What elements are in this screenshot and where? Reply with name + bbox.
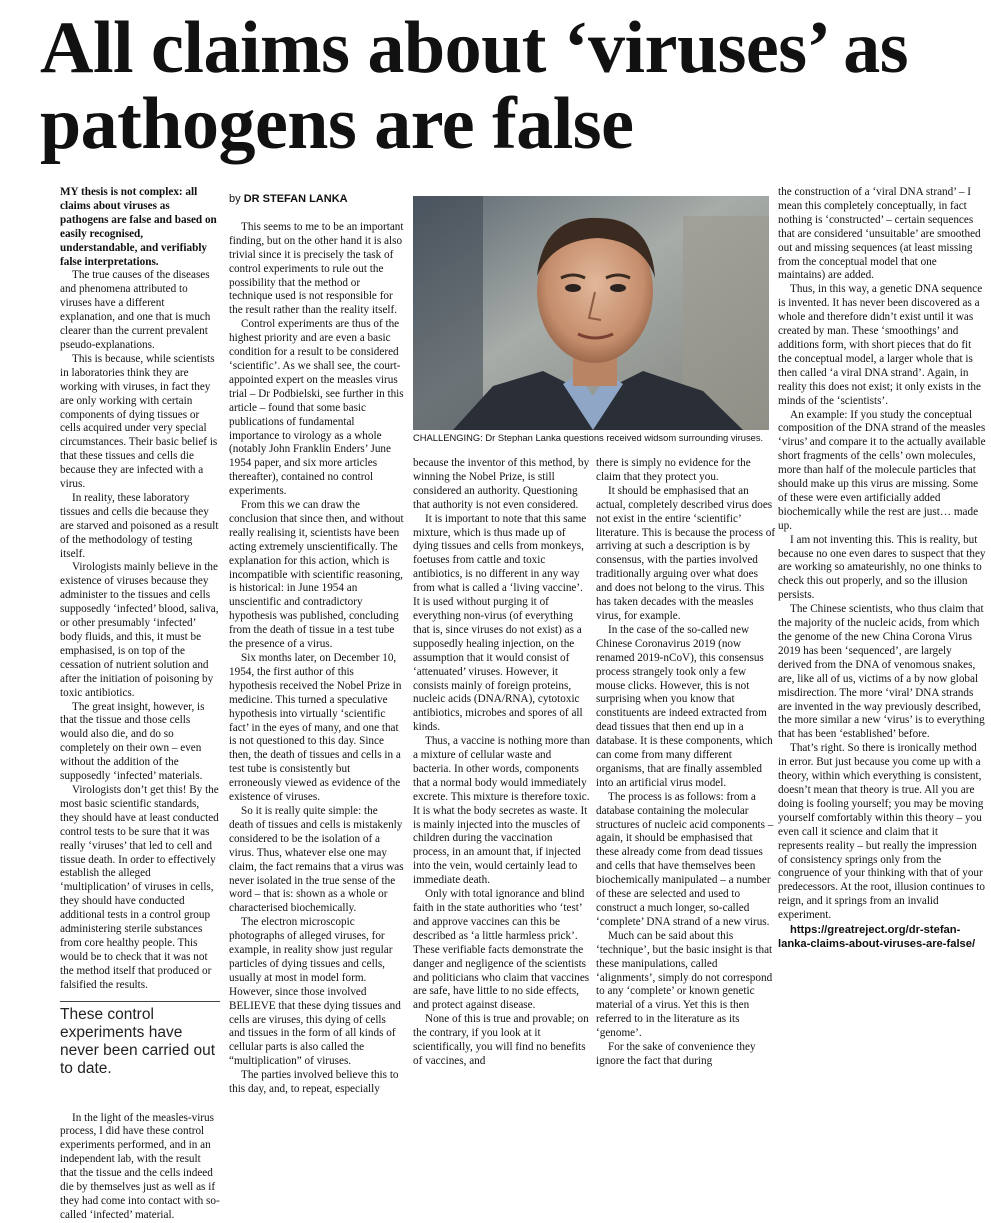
portrait-image [413, 196, 769, 430]
paragraph: Six months later, on December 10, 1954, the first author of this hypothesis received the Nobel Prize in medicine. This turned a speculative hypothesis into virtually ‘scientific fact’ in the eyes of many, and one that is not questioned to this day. Since then, the death of tissues and cells in a test tube is consistently but erroneously viewed as evidence of the existence of viruses. [229, 652, 402, 804]
paragraph: I am not inventing this. This is reality, but because no one even dares to suspect that they are working so amateurishly, no one thinks to check this out properly, and so the illusion persists. [778, 533, 986, 602]
paragraph: Thus, a vaccine is nothing more than a mixture of cellular waste and bacteria. In other words, components that a normal body would immediately excrete. This mixture is therefore toxic. It is what the body secretes as waste. It is mainly injected into the muscles of children during the vaccination process, in an amount that, if injected into the vein, would certainly lead to immediate death. [413, 735, 590, 887]
paragraph: The Chinese scientists, who thus claim that the majority of the nucleic acids, from which the genome of the new China Corona Virus 2019 has been ‘sequenced’, are largely derived from the DNA of venomous snakes, are, like all of us, victims of a by now global misdirection. The more ‘viral’ DNA strands are invented in the way previously described, the more similar a new ‘virus’ is to everything that has been ‘established’ before. [778, 603, 985, 741]
paragraph: The process is as follows: from a database containing the molecular structures of nucleic acid components – again, it should be emphasised that these already come from dead tissues and cells that have themselves been biochemically manipulated – a number of these are selected and used to construct a much longer, so-called ‘complete’ DNA strand of a new virus. [596, 790, 774, 928]
column-1 [60, 186, 220, 1223]
lead-paragraph: MY thesis is not complex: all claims about viruses as pathogens are false and based on easily recognised, understandable, and verifiably false interpretations. [60, 186, 217, 268]
column-2 [229, 193, 404, 1097]
paragraph: there is simply no evidence for the claim that they protect you. [596, 457, 751, 483]
column-5 [778, 186, 986, 951]
column-4 [596, 457, 776, 1069]
paragraph: Virologists don’t get this! By the most basic scientific standards, they should have at least conducted control tests to be sure that it was really ‘viruses’ that led to cell and tissue death. In order to effectively establish the alleged ‘multiplication’ of viruses in cells, they should have conducted additional tests in a control group administering sterile substances from core healthy people. This would be to check that it was not the method itself that produced or falsified the results. [60, 783, 219, 991]
paragraph: Much can be said about this ‘technique’, but the basic insight is that these manipulations, called ‘alignments’, simply do not correspond to any ‘complete’ or known genetic material of a virus. Yet this is then referred to in the literature as its ‘genome’. [596, 929, 773, 1040]
paragraph: The true causes of the diseases and phenomena attributed to viruses have a different explanation, and one that is much clearer than the current prevalent pseudo-explanations. [60, 269, 211, 351]
paragraph: Virologists mainly believe in the existence of viruses because they administer to the tissues and cells supposedly ‘infected’ blood, saliva, or other presumably ‘infected’ body fluids, and this, it must be emphasised, is on top of the cessation of nutrient solution and after the initiation of poisoning by toxic antibiotics. [60, 561, 219, 699]
paragraph: Only with total ignorance and blind faith in the state authorities who ‘test’ and approve vaccines can this be described as ‘a little harmless prick’. These verifiable facts demonstrate the danger and negligence of the scientists and politicians who claim that vaccines are safe, have little to no side effects, and protect against disease. [413, 888, 590, 1012]
paragraph: That’s right. So there is ironically method in error. But just because you come up with a theory, within which everything is consistent, doesn’t mean that theory is true. All you are doing is fooling yourself; you may be moving yourself comfortably within this theory – you even call it science and claim that it represents reality – but really the impression of consistency springs only from the congruence of your thinking with that of your predecessors. At the root, illusion continues to reign, and it springs from an invalid experiment. [778, 742, 985, 922]
paragraph: Control experiments are thus of the highest priority and are even a basic condition for a result to be considered ‘scientific’. As we shall see, the court-appointed expert on the measles virus trial – Dr Podbielski, see further in this article – found that some basic publications of fundamental importance to virology as a whole (notably John Franklin Enders’ June 1954 paper, and six more articles thereafter), contained no control experiments. [229, 318, 404, 498]
headline: All claims about ‘viruses’ as pathogens are false [40, 7, 909, 165]
paragraph: The electron microscopic photographs of alleged viruses, for example, in reality show just regular particles of dying tissues and cells, usually at most in model form. However, since those involved BELIEVE that these dying tissues and cells are viruses, this dying of cells and tissues in the form of all kinds of cellular parts is also called the “multiplication” of viruses. [229, 916, 401, 1068]
author-photo [413, 196, 769, 430]
author-name: DR STEFAN LANKA [243, 193, 348, 205]
byline-prefix: by [229, 193, 241, 205]
paragraph: the construction of a ‘viral DNA strand’ – I mean this completely conceptually, in fact nothing is ‘constructed’ – certain sequences that are considered ‘unsuitable’ are smoothed out and missing sequences (at least missing from the conceptual model that one maintains) are added. [778, 186, 981, 282]
paragraph: It should be emphasised that an actual, completely described virus does not exist in the entire ‘scientific’ literature. This is because the process of arriving at such a description is by consensus, with the parties involved traditionally arguing over what does and does not belong to the virus. This has taken decades with the measles virus, for example. [596, 484, 776, 622]
paragraph: because the inventor of this method, by winning the Nobel Prize, is still considered an authority. Questioning that authority is not even considered. [413, 457, 590, 511]
column-3 [413, 457, 591, 1069]
paragraph: This seems to me to be an important finding, but on the other hand it is also trivial since it is precisely the task of control experiments to rule out the possibility that the method or technique used is not responsible for the result rather than the reality itself. [229, 220, 404, 317]
paragraph: From this we can draw the conclusion that since then, and without really realising it, scientists have been acting extremely unscientifically. The explanation for this action, which is incompatible with scientific reasoning, is historical: in June 1954 an unscientific and contradictory hypothesis was published, concluding from the death of tissue in a test tube the presence of a virus. [229, 499, 404, 651]
paragraph: An example: If you study the conceptual composition of the DNA strand of the measles ‘virus’ and compare it to the actually available short fragments of the cells’ own molecules, more than half of the molecule particles that should make up this virus are missing. Some of these were even artificially added biochemically while the rest are just… made up. [778, 408, 986, 532]
photo-caption: CHALLENGING: Dr Stephan Lanka questions received widsom surrounding viruses. [413, 432, 764, 443]
paragraph: Thus, in this way, a genetic DNA sequence is invented. It has never been discovered as a whole and therefore didn’t exist until it was created by man. These ‘smoothings’ and additions form, with short pieces that do fit the conceptual model, a larger whole that is then called ‘a viral DNA strand’. Again, in reality this does not exist; it only exists in the minds of the ‘scientists’. [778, 283, 983, 407]
paragraph: It is important to note that this same mixture, which is thus made up of dying tissues and cells from monkeys, foetuses from cattle and toxic antibiotics, is no different in any way from what is called a ‘living vaccine’. It is used without purging it of everything non-virus (of everything that is, since viruses do not exist) as a supposedly healing injection, on the assumption that it would consist of ‘attenuated’ viruses. However, it consists mainly of foreign proteins, nucleic acids (DNA/RNA), cytotoxic antibiotics, microbes and spores of all kinds. [413, 512, 587, 734]
paragraph: This is because, while scientists in laboratories think they are working with viruses, in fact they are only working with certain components of dying tissues or cells acquired under very special circumstances. Their basic belief is that these tissues and cells die because they are infected with a virus. [60, 352, 218, 491]
pull-quote: These control experiments have never been carried out to date. [60, 1001, 220, 1078]
paragraph: For the sake of convenience they ignore the fact that during [596, 1041, 756, 1067]
byline [229, 193, 404, 207]
paragraph: The great insight, however, is that the tissue and those cells would also die, and do so completely on their own – even without the addition of the supposedly ‘infected’ materials. [60, 700, 205, 783]
paragraph: None of this is true and provable; on the contrary, if you look at it scientifically, you will find no benefits of vaccines, and [413, 1013, 589, 1067]
paragraph: So it is really quite simple: the death of tissues and cells is mistakenly considered to be the isolation of a virus. Thus, whatever else one may claim, the fact remains that a virus was never isolated in the true sense of the word – that is: shown as a whole or characterised biochemically. [229, 804, 404, 915]
source-url-link[interactable]: https://greatreject.org/dr-stefan-lanka-claims-about-viruses-are-false/ [778, 924, 976, 951]
paragraph: In the case of the so-called new Chinese Coronavirus 2019 (now renamed 2019-nCoV), this consensus process strangely took only a few mouse clicks. However, this is not surprising when you know that constituents are indeed extracted from dead tissues that then end up in a database. It is these components, which can come from many different organisms, that are finally assembled into an artificial virus model. [596, 623, 773, 789]
paragraph: In the light of the measles-virus process, I did have these control experiments performed, and in an independent lab, with the result that the tissue and the cells indeed die by themselves just as well as if they had come into contact with so-called ‘infected’ material. [60, 1111, 220, 1221]
paragraph: In reality, these laboratory tissues and cells die because they are starved and poisoned as a result of the methodology of testing itself. [60, 491, 219, 560]
paragraph: The parties involved believe this to this day, and, to repeat, especially [229, 1069, 399, 1096]
